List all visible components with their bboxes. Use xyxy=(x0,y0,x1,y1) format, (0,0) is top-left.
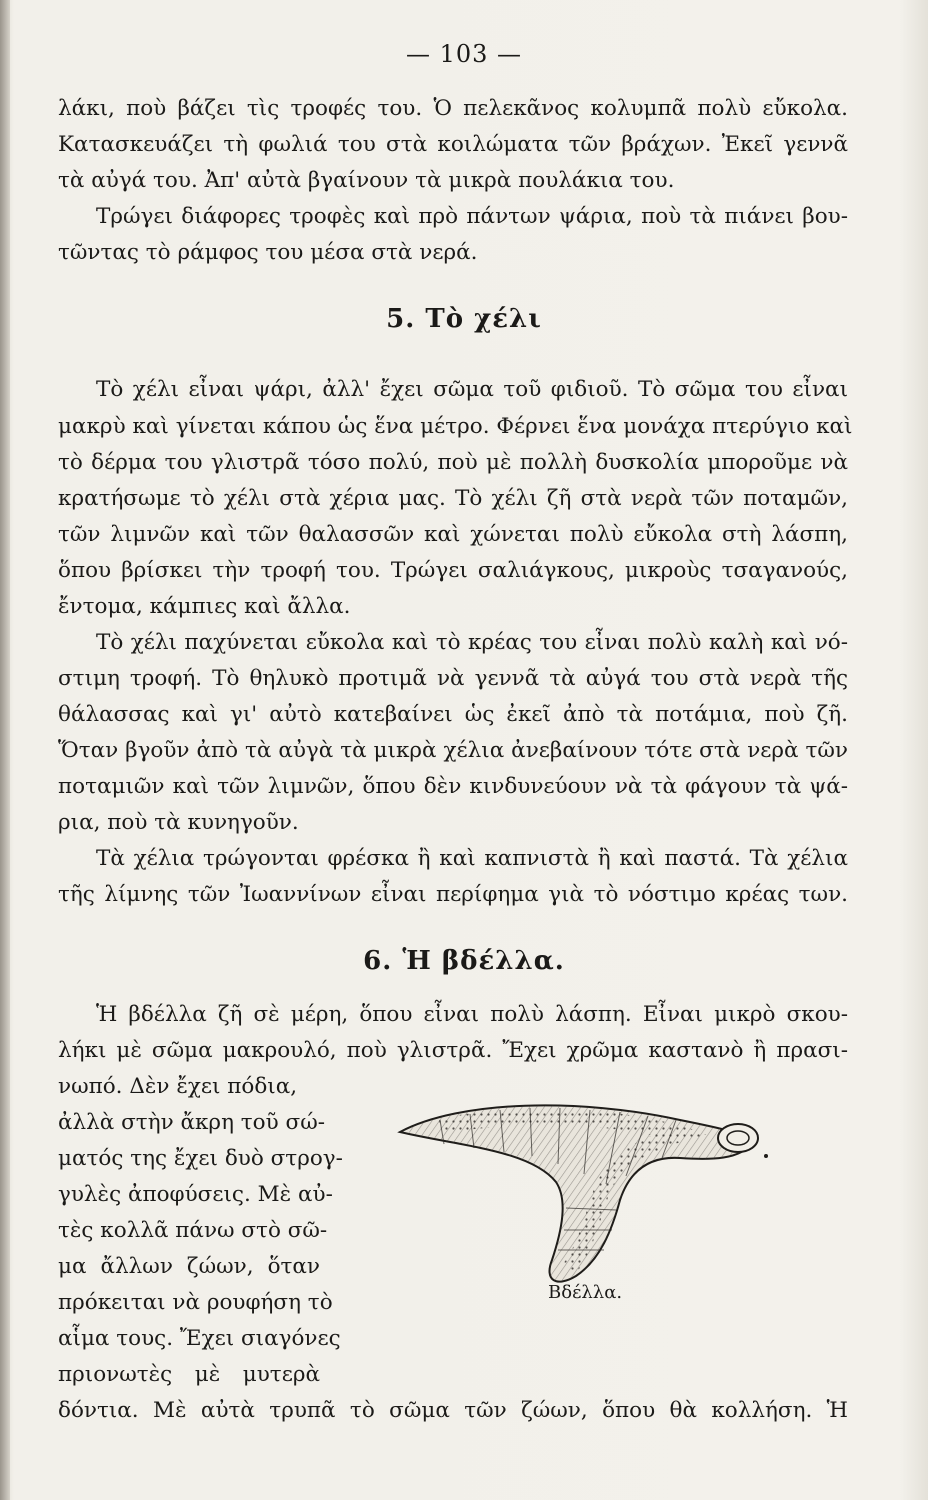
text-line: τὸ δέρμα του γλιστρᾶ τόσο πολύ, ποὺ μὲ πολλὴ δυσκολία μποροῦμε νὰ xyxy=(58,450,848,475)
text-line: ματός της ἔχει δυὸ στρογ- xyxy=(58,1146,343,1171)
text-line: τὰ αὐγά του. Ἀπ' αὐτὰ βγαίνουν τὰ μικρὰ πουλάκια του. xyxy=(58,168,675,193)
text-line: τῆς λίμνης τῶν Ἰωαννίνων εἶναι περίφημα γιὰ τὸ νόστιμο κρέας των. xyxy=(58,882,848,907)
text-line: μα ἄλλων ζώων, ὅταν xyxy=(58,1254,320,1279)
text-line: ρια, ποὺ τὰ κυνηγοῦν. xyxy=(58,810,299,835)
text-line: ποταμιῶν καὶ τῶν λιμνῶν, ὅπου δὲν κινδυνεύουν νὰ τὰ φάγουν τὰ ψά- xyxy=(58,774,848,799)
text-line: λήκι μὲ σῶμα μακρουλό, ποὺ γλιστρᾶ. Ἔχει χρῶμα καστανὸ ἢ πρασι- xyxy=(58,1038,848,1063)
text-line: Τὰ χέλια τρώγονται φρέσκα ἢ καὶ καπνιστὰ ἢ καὶ παστά. Τὰ χέλια xyxy=(96,846,848,871)
text-line: πρόκειται νὰ ρουφήση τὸ xyxy=(58,1290,333,1315)
text-line: νωπό. Δὲν ἔχει πόδια, xyxy=(58,1074,298,1099)
text-line: ὅπου βρίσκει τὴν τροφή του. Τρώγει σαλιάγκους, μικροὺς τσαγανούς, xyxy=(58,558,848,583)
text-line: πριονωτὲς μὲ μυτερὰ xyxy=(58,1362,320,1387)
text-line: αἷμα τους. Ἔχει σιαγόνες xyxy=(58,1326,341,1351)
text-line: θάλασσας καὶ γι' αὐτὸ κατεβαίνει ὡς ἐκεῖ ἀπὸ τὰ ποτάμια, ποὺ ζῆ. xyxy=(58,702,848,727)
page-number: — 103 — xyxy=(405,40,523,68)
text-line: τῶντας τὸ ράμφος του μέσα στὰ νερά. xyxy=(58,240,478,265)
text-line: δόντια. Μὲ αὐτὰ τρυπᾶ τὸ σῶμα τῶν ζώων, ὅπου θὰ κολλήση. Ἡ xyxy=(58,1398,848,1423)
text-line: Κατασκευάζει τὴ φωλιά του στὰ κοιλώματα τῶν βράχων. Ἐκεῖ γεννᾶ xyxy=(58,132,848,157)
text-line: μακρὺ καὶ γίνεται κάπου ὡς ἕνα μέτρο. Φέρνει ἕνα μονάχα πτερύγιο καὶ xyxy=(58,414,853,439)
text-line: τὲς κολλᾶ πάνω στὸ σῶ- xyxy=(58,1218,328,1243)
text-line: τῶν λιμνῶν καὶ τῶν θαλασσῶν καὶ χώνεται πολὺ εὔκολα στὴ λάσπη, xyxy=(58,522,848,547)
text-line: Ὅταν βγοῦν ἀπὸ τὰ αὐγὰ τὰ μικρὰ χέλια ἀνεβαίνουν τότε στὰ νερὰ τῶν xyxy=(58,738,848,763)
text-line: γυλὲς ἀποφύσεις. Μὲ αὐ- xyxy=(58,1182,333,1207)
section-heading-eel: 5. Τὸ χέλι xyxy=(386,304,542,334)
text-line: κρατήσωμε τὸ χέλι στὰ χέρια μας. Τὸ χέλι ζῆ στὰ νερὰ τῶν ποταμῶν, xyxy=(58,486,848,511)
text-line: Ἡ βδέλλα ζῆ σὲ μέρη, ὅπου εἶναι πολὺ λάσπη. Εἶναι μικρὸ σκου- xyxy=(96,1002,848,1027)
text-line: Τρώγει διάφορες τροφὲς καὶ πρὸ πάντων ψάρια, ποὺ τὰ πιάνει βου- xyxy=(96,204,848,229)
text-line: ἀλλὰ στὴν ἄκρη τοῦ σώ- xyxy=(58,1110,326,1135)
section-heading-leech: 6. Ἡ βδέλλα. xyxy=(363,946,565,976)
text-line: Τὸ χέλι παχύνεται εὔκολα καὶ τὸ κρέας του εἶναι πολὺ καλὴ καὶ νό- xyxy=(96,630,848,655)
text-line: Τὸ χέλι εἶναι ψάρι, ἀλλ' ἔχει σῶμα τοῦ φιδιοῦ. Τὸ σῶμα του εἶναι xyxy=(96,377,848,402)
leech-illustration xyxy=(380,1090,780,1300)
text-line: στιμη τροφή. Τὸ θηλυκὸ προτιμᾶ νὰ γεννᾶ τὰ αὐγά του στὰ νερὰ τῆς xyxy=(58,666,848,691)
page-binding-shadow xyxy=(0,0,10,1500)
figure-caption: Βδέλλα. xyxy=(548,1282,623,1303)
text-line: ἔντομα, κάμπιες καὶ ἄλλα. xyxy=(58,594,351,619)
text-line: λάκι, ποὺ βάζει τὶς τροφές του. Ὁ πελεκᾶνος κολυμπᾶ πολὺ εὔκολα. xyxy=(58,96,848,121)
